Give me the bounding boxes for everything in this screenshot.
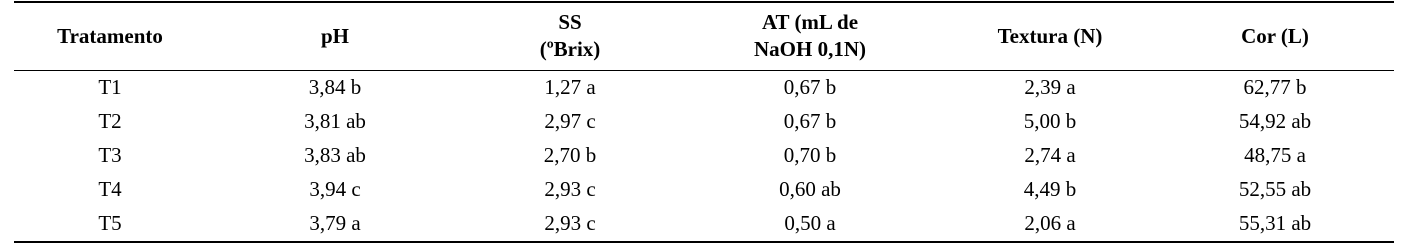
cell-ph: 3,83 ab [304,143,366,167]
cell-cor: 62,77 b [1243,75,1307,99]
cell-ph: 3,84 b [308,75,362,99]
header-tratamento: Tratamento [57,23,163,48]
table-bottom-rule [14,241,1394,243]
cell-ss: 2,97 c [544,109,596,133]
cell-ph: 3,94 c [309,177,361,201]
cell-cor: 55,31 ab [1238,211,1312,235]
cell-tratamento: T4 [98,177,122,201]
cell-textura: 5,00 b [1023,109,1077,133]
cell-textura: 2,06 a [1024,211,1076,235]
cell-ss: 2,93 c [544,211,596,235]
cell-at: 0,60 ab [779,177,841,201]
header-ss: SS (ºBrix) [539,10,601,61]
cell-tratamento: T5 [98,211,122,235]
cell-tratamento: T2 [98,109,122,133]
cell-textura: 2,39 a [1024,75,1076,99]
cell-cor: 54,92 ab [1238,109,1312,133]
cell-at: 0,67 b [783,75,837,99]
header-cor: Cor (L) [1241,23,1309,48]
cell-at: 0,50 a [784,211,836,235]
header-textura: Textura (N) [997,23,1103,48]
cell-ph: 3,79 a [309,211,361,235]
cell-textura: 4,49 b [1023,177,1077,201]
cell-ss: 2,70 b [543,143,597,167]
header-ph: pH [320,23,349,48]
cell-cor: 48,75 a [1244,143,1306,167]
header-at: AT (mL de NaOH 0,1N) [754,10,866,61]
cell-cor: 52,55 ab [1238,177,1312,201]
cell-textura: 2,74 a [1024,143,1076,167]
table-row [0,138,1407,172]
cell-ph: 3,81 ab [304,109,366,133]
table-top-rule [14,1,1394,3]
cell-ss: 2,93 c [544,177,596,201]
cell-tratamento: T3 [98,143,122,167]
table-row [0,104,1407,138]
cell-ss: 1,27 a [544,75,596,99]
cell-at: 0,67 b [783,109,837,133]
cell-at: 0,70 b [783,143,837,167]
table-row [0,70,1407,104]
table-row [0,172,1407,206]
table-row [0,206,1407,240]
cell-tratamento: T1 [98,75,122,99]
